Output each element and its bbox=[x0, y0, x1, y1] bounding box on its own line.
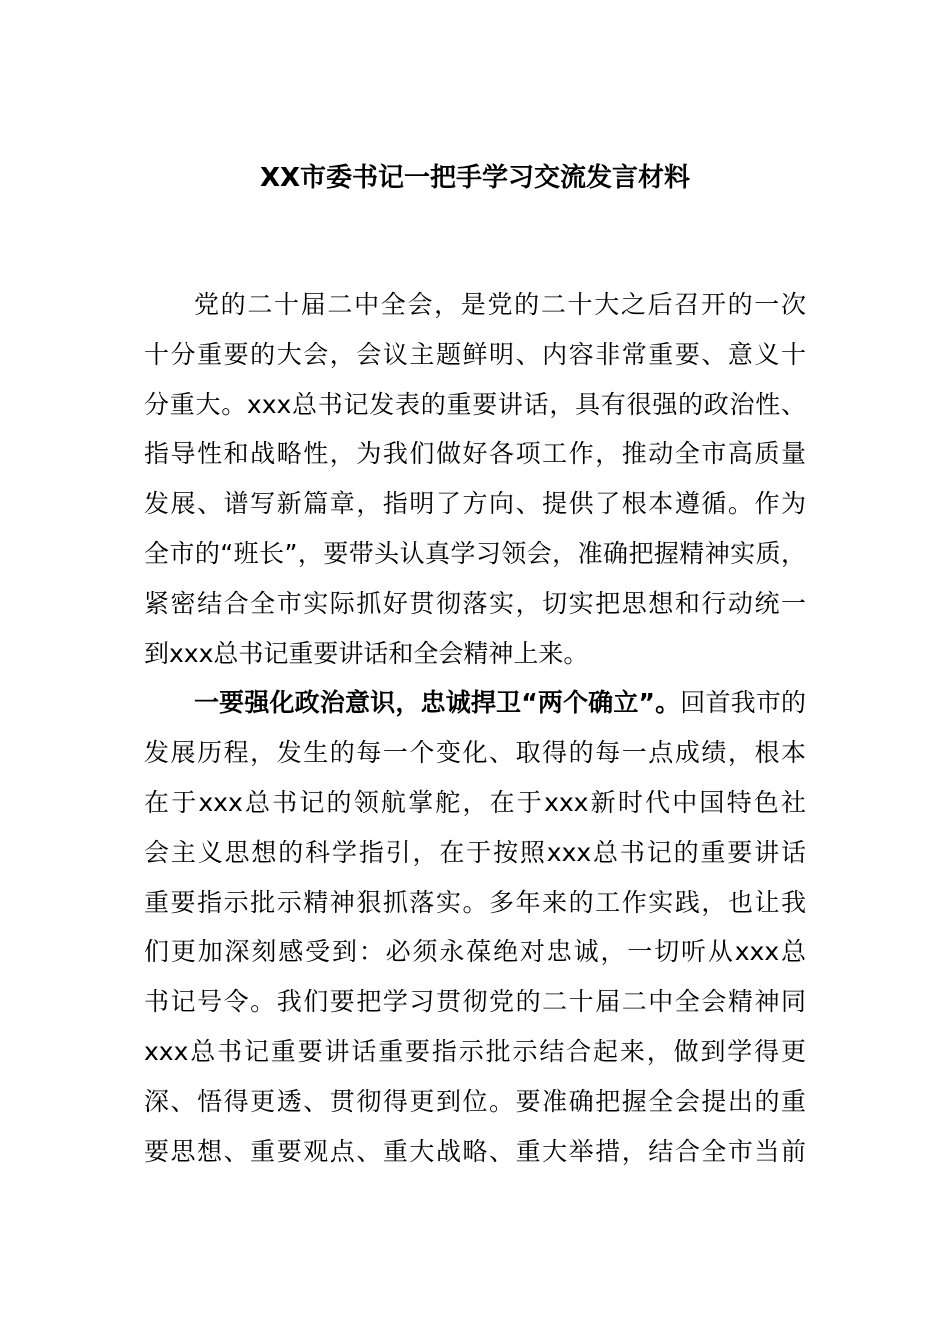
paragraph-line: 指导性和战略性，为我们做好各项工作，推动全市高质量 bbox=[144, 439, 806, 469]
paragraph-line bbox=[144, 678, 806, 728]
paragraph-line: 党的二十届二中全会，是党的二十大之后召开的一次 bbox=[194, 290, 806, 319]
paragraph-line: 紧密结合全市实际抓好贯彻落实，切实把思想和行动统一 bbox=[144, 588, 806, 618]
document-body bbox=[144, 280, 806, 1176]
paragraph-line: xxx总书记重要讲话重要指示批示结合起来，做到学得更 bbox=[144, 1036, 806, 1066]
paragraph-text: 回首我市的 bbox=[680, 688, 806, 718]
paragraph-line: 在于xxx总书记的领航掌舵，在于xxx新时代中国特色社 bbox=[144, 787, 806, 817]
document-title: XX市委书记一把手学习交流发言材料 bbox=[259, 163, 691, 193]
paragraph-1 bbox=[144, 280, 806, 678]
paragraph-line: 发展历程，发生的每一个变化、取得的每一点成绩，根本 bbox=[144, 738, 806, 768]
section-heading: 一要强化政治意识，忠诚捍卫“两个确立”。 bbox=[194, 688, 681, 718]
paragraph-line: 分重大。xxx总书记发表的重要讲话，具有很强的政治性、 bbox=[144, 389, 806, 419]
paragraph-line: 书记号令。我们要把学习贯彻党的二十届二中全会精神同 bbox=[144, 987, 806, 1017]
paragraph-line: 十分重要的大会，会议主题鲜明、内容非常重要、意义十 bbox=[144, 339, 806, 369]
paragraph-line: 们更加深刻感受到：必须永葆绝对忠诚，一切听从xxx总 bbox=[144, 937, 806, 967]
paragraph-line: 到xxx总书记重要讲话和全会精神上来。 bbox=[144, 638, 589, 668]
paragraph-line: 全市的“班长”，要带头认真学习领会，准确把握精神实质， bbox=[144, 538, 806, 568]
paragraph-line: 深、悟得更透、贯彻得更到位。要准确把握全会提出的重 bbox=[144, 1086, 806, 1116]
paragraph-line: 会主义思想的科学指引，在于按照xxx总书记的重要讲话 bbox=[144, 837, 806, 867]
paragraph-line: 发展、谱写新篇章，指明了方向、提供了根本遵循。作为 bbox=[144, 489, 806, 519]
paragraph-line: 重要指示批示精神狠抓落实。多年来的工作实践，也让我 bbox=[144, 887, 806, 917]
paragraph-line: 要思想、重要观点、重大战略、重大举措，结合全市当前 bbox=[144, 1136, 806, 1166]
paragraph-2 bbox=[144, 678, 806, 1176]
